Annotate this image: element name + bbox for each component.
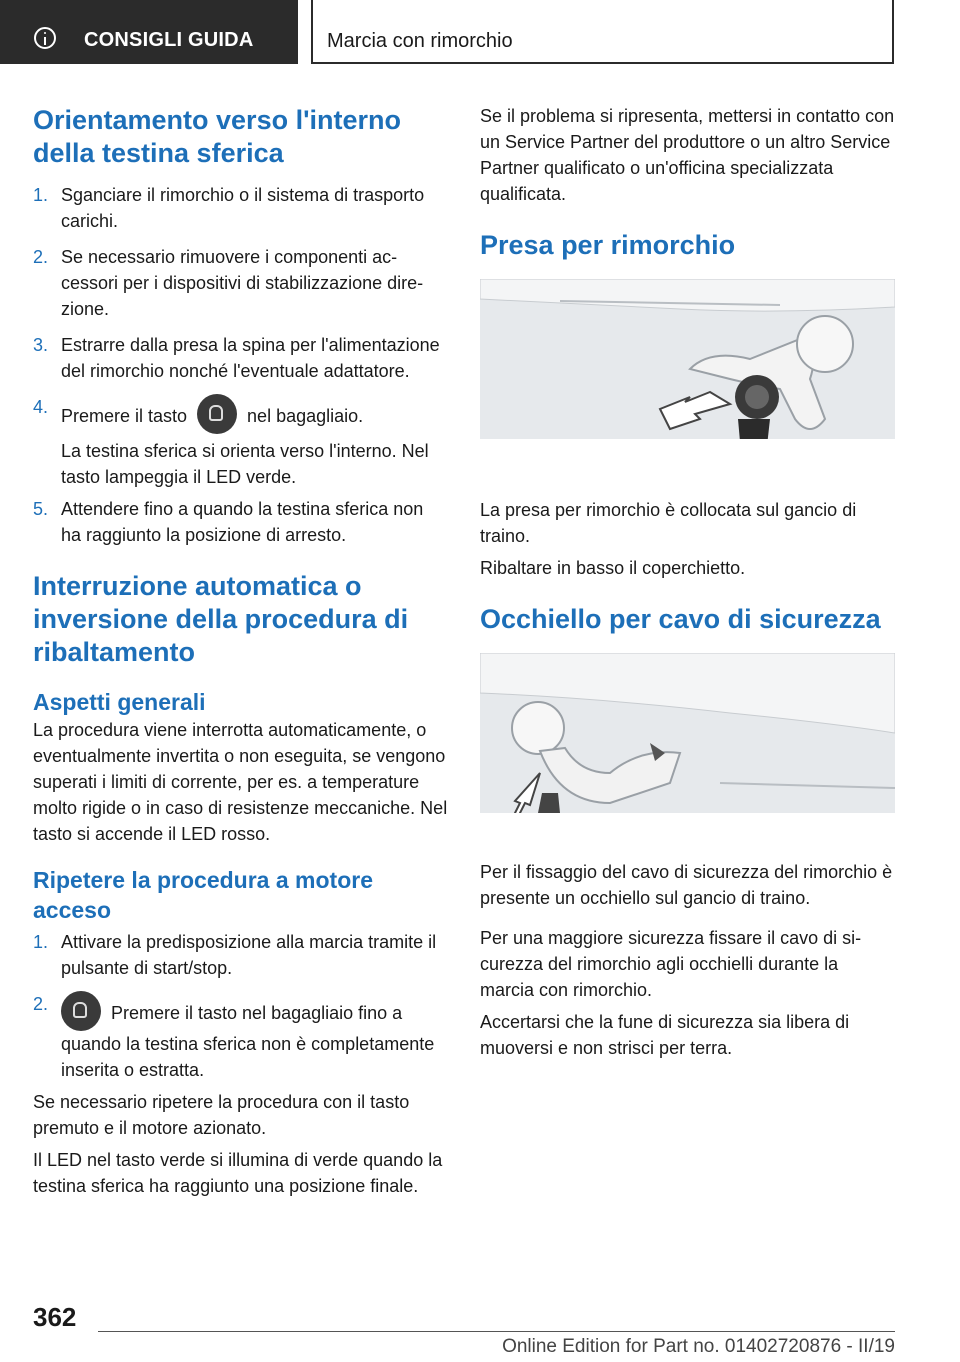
paragraph: Per il fissaggio del cavo di sicurezza del rimorchio è presente un occhiello sul gancio di traino. (480, 862, 893, 908)
footer-divider (98, 1331, 895, 1332)
heading-orientamento: Orientamento verso l'interno della testina sferica (33, 105, 401, 168)
trailer-socket-illustration (480, 279, 895, 439)
steps-ripetere (33, 929, 448, 1083)
steps-orientamento (33, 182, 448, 548)
chapter-tab[interactable] (0, 0, 298, 64)
paragraph: La procedura viene interrotta automaticamente, o eventualmente invertita o non eseguita, se vengono superati i limiti di corrente, per es. a temperature molto rigide o in caso di resistenze meccaniche. Nel tasto si accende il LED rosso. (33, 720, 448, 844)
safety-cable-illustration (480, 653, 895, 813)
list-item: 2. Premere il tasto nel bagagliaio fino a quando la testina sferica non è completamente inserita o estratta. (33, 991, 448, 1083)
step-note: La testina sferica si orienta verso l'interno. Nel tasto lampeggia il LED verde. (61, 441, 429, 487)
safety-cable-eyelet-photo (480, 653, 895, 813)
page-number: 362 (33, 1302, 77, 1332)
heading-occhiello: Occhiello per cavo di sicurezza (480, 604, 881, 634)
tow-hook-button-icon (197, 394, 237, 434)
heading-interruzione: Interruzione automatica o inversione della procedura di ribaltamento (33, 571, 409, 667)
right-column (480, 100, 895, 1061)
paragraph: Il LED nel tasto verde si illumina di verde quando la testina sferica ha raggiunto una posizione finale. (33, 1150, 443, 1196)
edition-text: Online Edition for Part no. 01402720876 - II/19 (502, 1336, 895, 1357)
paragraph: La presa per rimorchio è collocata sul gancio di traino. (480, 500, 857, 546)
section-header (311, 0, 894, 64)
list-item: 1. Sganciare il rimorchio o il sistema di trasporto carichi. (33, 185, 425, 231)
list-item: 3. Estrarre dalla presa la spina per l'alimentazione del rimorchio nonché l'eventuale adattatore. (33, 335, 440, 381)
trailer-socket-photo (480, 279, 895, 439)
info-icon (34, 27, 56, 49)
heading-ripetere: Ripetere la procedura a motore acceso (33, 867, 373, 923)
list-item: 5. Attendere fino a quando la testina sferica non ha raggiunto la posizione di arresto. (33, 499, 424, 545)
paragraph: Se necessario ripetere la procedura con il tasto premuto e il motore azionato. (33, 1092, 410, 1138)
tow-hook-button-icon (61, 991, 101, 1031)
list-item: 4. Premere il tasto nel bagagliaio. La testina sferica si orienta verso l'interno. Nel tasto lampeggia il LED verde. (33, 394, 448, 490)
heading-aspetti-generali: Aspetti generali (33, 689, 206, 715)
section-title: Marcia con rimorchio (327, 30, 513, 52)
paragraph: Ribaltare in basso il coperchietto. (480, 558, 746, 578)
list-item: 1. Attivare la predisposizione alla marcia tramite il pulsante di start/stop. (33, 932, 437, 978)
list-item: 2. Se necessario rimuovere i componenti accessori per i dispositivi di stabilizzazione direzione. (33, 247, 424, 319)
heading-presa: Presa per rimorchio (480, 230, 736, 260)
paragraph: Per una maggiore sicurezza fissare il cavo di sicurezza del rimorchio agli occhielli durante la marcia con rimorchio. (480, 928, 862, 1000)
left-column (33, 100, 448, 1199)
paragraph: Se il problema si ripresenta, mettersi in contatto con un Service Partner del produttore o un altro Service Partner qualificato o un'officina specializzata qualificata. (480, 106, 895, 204)
paragraph: Accertarsi che la fune di sicurezza sia libera di muoversi e non strisci per terra. (480, 1012, 850, 1058)
chapter-label: CONSIGLI GUIDA (84, 29, 254, 51)
